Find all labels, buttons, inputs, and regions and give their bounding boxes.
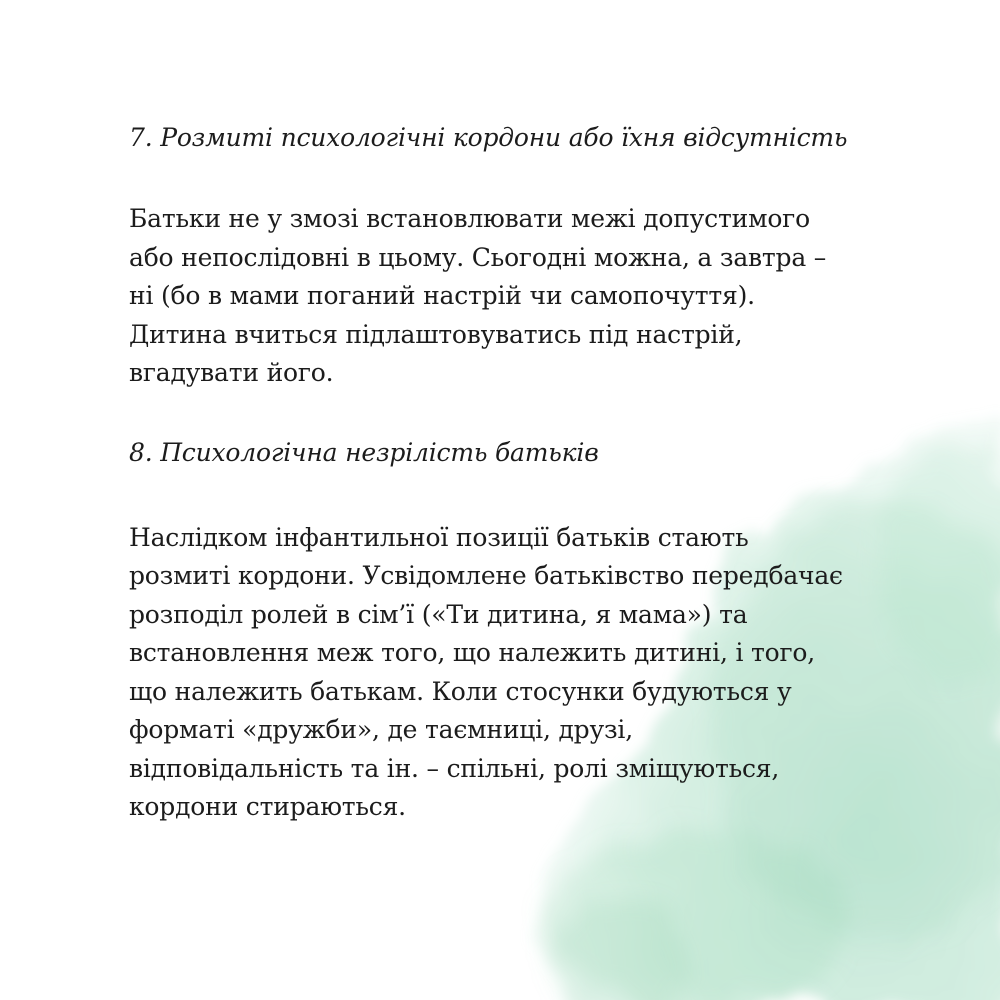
paragraph-line: форматі «дружби», де таємниці, друзі, — [129, 715, 633, 744]
paragraph-line: або непослідовні в цьому. Сьогодні можна, а завтра – — [129, 242, 827, 272]
paragraph-line: відповідальність та ін. – спільні, ролі зміщуються, — [129, 753, 780, 783]
paragraph-line: Наслідком інфантильної позиції батьків стають — [129, 522, 749, 552]
section-7-heading: 7. Розмиті психологічні кордони або їхня відсутність — [129, 123, 848, 152]
paragraph-line: вгадувати його. — [129, 358, 334, 387]
paragraph-line: розмиті кордони. Усвідомлене батьківство передбачає — [129, 561, 843, 590]
paragraph-line: встановлення меж того, що належить дитині, і того, — [129, 638, 815, 667]
section-8-heading: 8. Психологічна незрілість батьків — [129, 437, 599, 467]
text-content — [129, 118, 869, 827]
section-8-paragraph — [129, 519, 869, 827]
paragraph-line: що належить батькам. Коли стосунки будуються у — [129, 676, 792, 706]
paragraph-line: кордони стираються. — [129, 792, 406, 821]
section-7-paragraph — [129, 200, 869, 393]
paragraph-line: Батьки не у змозі встановлювати межі допустимого — [129, 204, 810, 233]
paragraph-line: розподіл ролей в сім’ї («Ти дитина, я мама») та — [129, 599, 748, 629]
paragraph-line: Дитина вчиться підлаштовуватись під настрій, — [129, 319, 743, 349]
paragraph-line: ні (бо в мами поганий настрій чи самопочуття). — [129, 281, 755, 310]
